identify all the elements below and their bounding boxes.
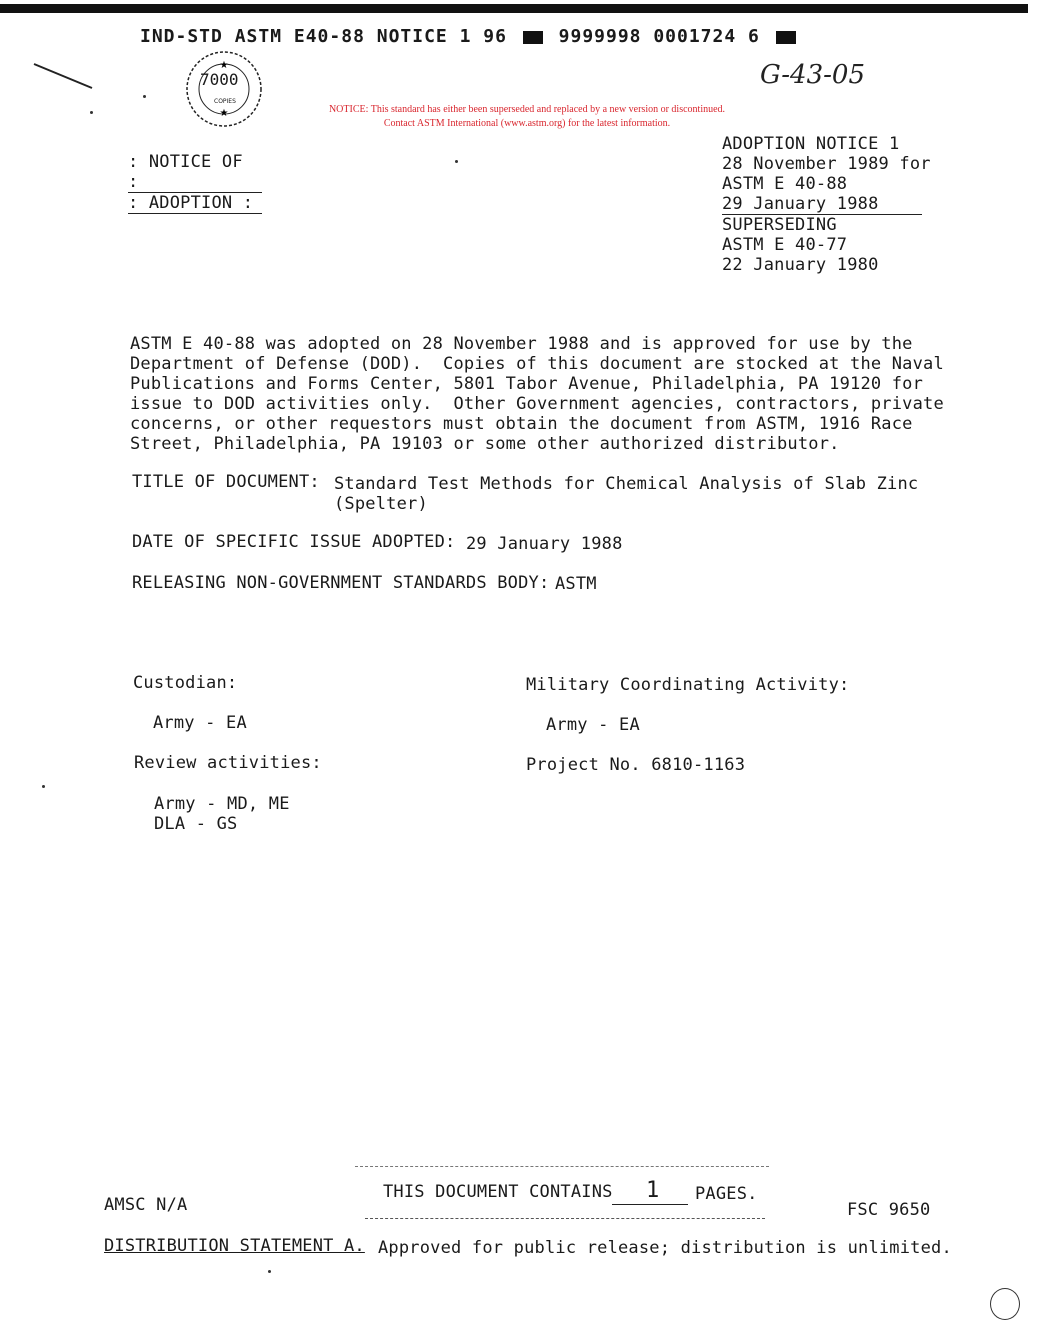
title-value-line-1: Standard Test Methods for Chemical Analysis of Slab Zinc [334,474,919,494]
amsc-label: AMSC N/A [104,1195,188,1215]
custodian-label: Custodian: [133,673,238,693]
custodian-value: Army - EA [153,713,247,733]
code-mid: 9999998 0001724 6 [558,26,760,47]
svg-text:★: ★ [219,60,229,71]
corner-circle-mark [990,1288,1020,1320]
date-issue-value: 29 January 1988 [466,534,623,554]
stamp-number: 7000 [200,70,239,89]
adoption-title: ADOPTION NOTICE 1 [722,134,900,154]
scan-speck [268,1270,271,1273]
adoption-standard-date: 29 January 1988 [722,194,922,215]
top-rule [0,4,1028,13]
superseding-label: SUPERSEDING [722,215,837,235]
review-activity-2: DLA - GS [154,814,238,834]
adoption-paragraph: ASTM E 40-88 was adopted on 28 November 1988 and is approved for use by the Department of Defense (DOD). Copies of this document are stocked at the Naval Publications and Forms Center, 5801 Tabor Avenue, Philadelphia, PA 19120 for issue to DOD activities only. Other Government agencies, contractors, private concerns, or other requestors must obtain the document from ASTM, 1916 Race Street, Philadelphia, PA 19103 or some other authorized distributor. [130,334,944,454]
notice-of-adoption-box [128,152,262,214]
stamp-label: COPIES [214,98,236,105]
scan-speck [143,95,146,98]
superseded-date: 22 January 1980 [722,255,879,275]
pages-suffix: PAGES. [695,1184,758,1204]
notice-line-1: NOTICE: This standard has either been superseded and replaced by a new version or discontinued. [328,104,726,115]
pages-count: 1 [646,1178,660,1203]
svg-text:★: ★ [219,108,229,119]
code-left: IND-STD ASTM E40-88 NOTICE 1 96 [140,26,507,47]
military-coordinating-value: Army - EA [546,715,640,735]
title-label: TITLE OF DOCUMENT: [132,472,320,492]
military-coordinating-label: Military Coordinating Activity: [526,675,850,695]
review-activity-1: Army - MD, ME [154,794,290,814]
distribution-statement-label: DISTRIBUTION STATEMENT A. [104,1236,365,1256]
handwritten-reference: G-43-05 [760,60,865,90]
fsc-label: FSC 9650 [847,1200,931,1220]
contains-prefix: THIS DOCUMENT CONTAINS [383,1182,613,1202]
releasing-body-label: RELEASING NON-GOVERNMENT STANDARDS BODY: [132,573,550,593]
pages-count-underline [612,1204,688,1205]
scan-speck [42,785,45,788]
redaction-block [776,31,796,44]
stamp-seal [176,50,272,128]
date-issue-label: DATE OF SPECIFIC ISSUE ADOPTED: [132,532,456,552]
adoption-standard: ASTM E 40-88 [722,174,848,194]
distribution-statement-text: Approved for public release; distribution is unlimited. [378,1238,952,1258]
scan-speck [455,160,458,163]
releasing-body-value: ASTM [555,574,597,594]
review-activities-label: Review activities: [134,753,322,773]
project-number: Project No. 6810-1163 [526,755,746,775]
adoption-date-for: 28 November 1989 for [722,154,931,174]
title-value-line-2: (Spelter) [334,494,428,514]
document-code-header [140,26,800,47]
notice-line-2: Contact ASTM International (www.astm.org) for the latest information. [383,118,671,129]
notice-box-line-2: : ADOPTION : [128,193,262,214]
redaction-block [523,31,543,44]
adoption-details [722,134,931,275]
scan-mark-stroke [30,60,100,92]
notice-box-line-1: : NOTICE OF : [128,152,262,193]
superseded-standard: ASTM E 40-77 [722,235,848,255]
superseded-notice [292,103,762,131]
scan-speck [90,111,93,114]
